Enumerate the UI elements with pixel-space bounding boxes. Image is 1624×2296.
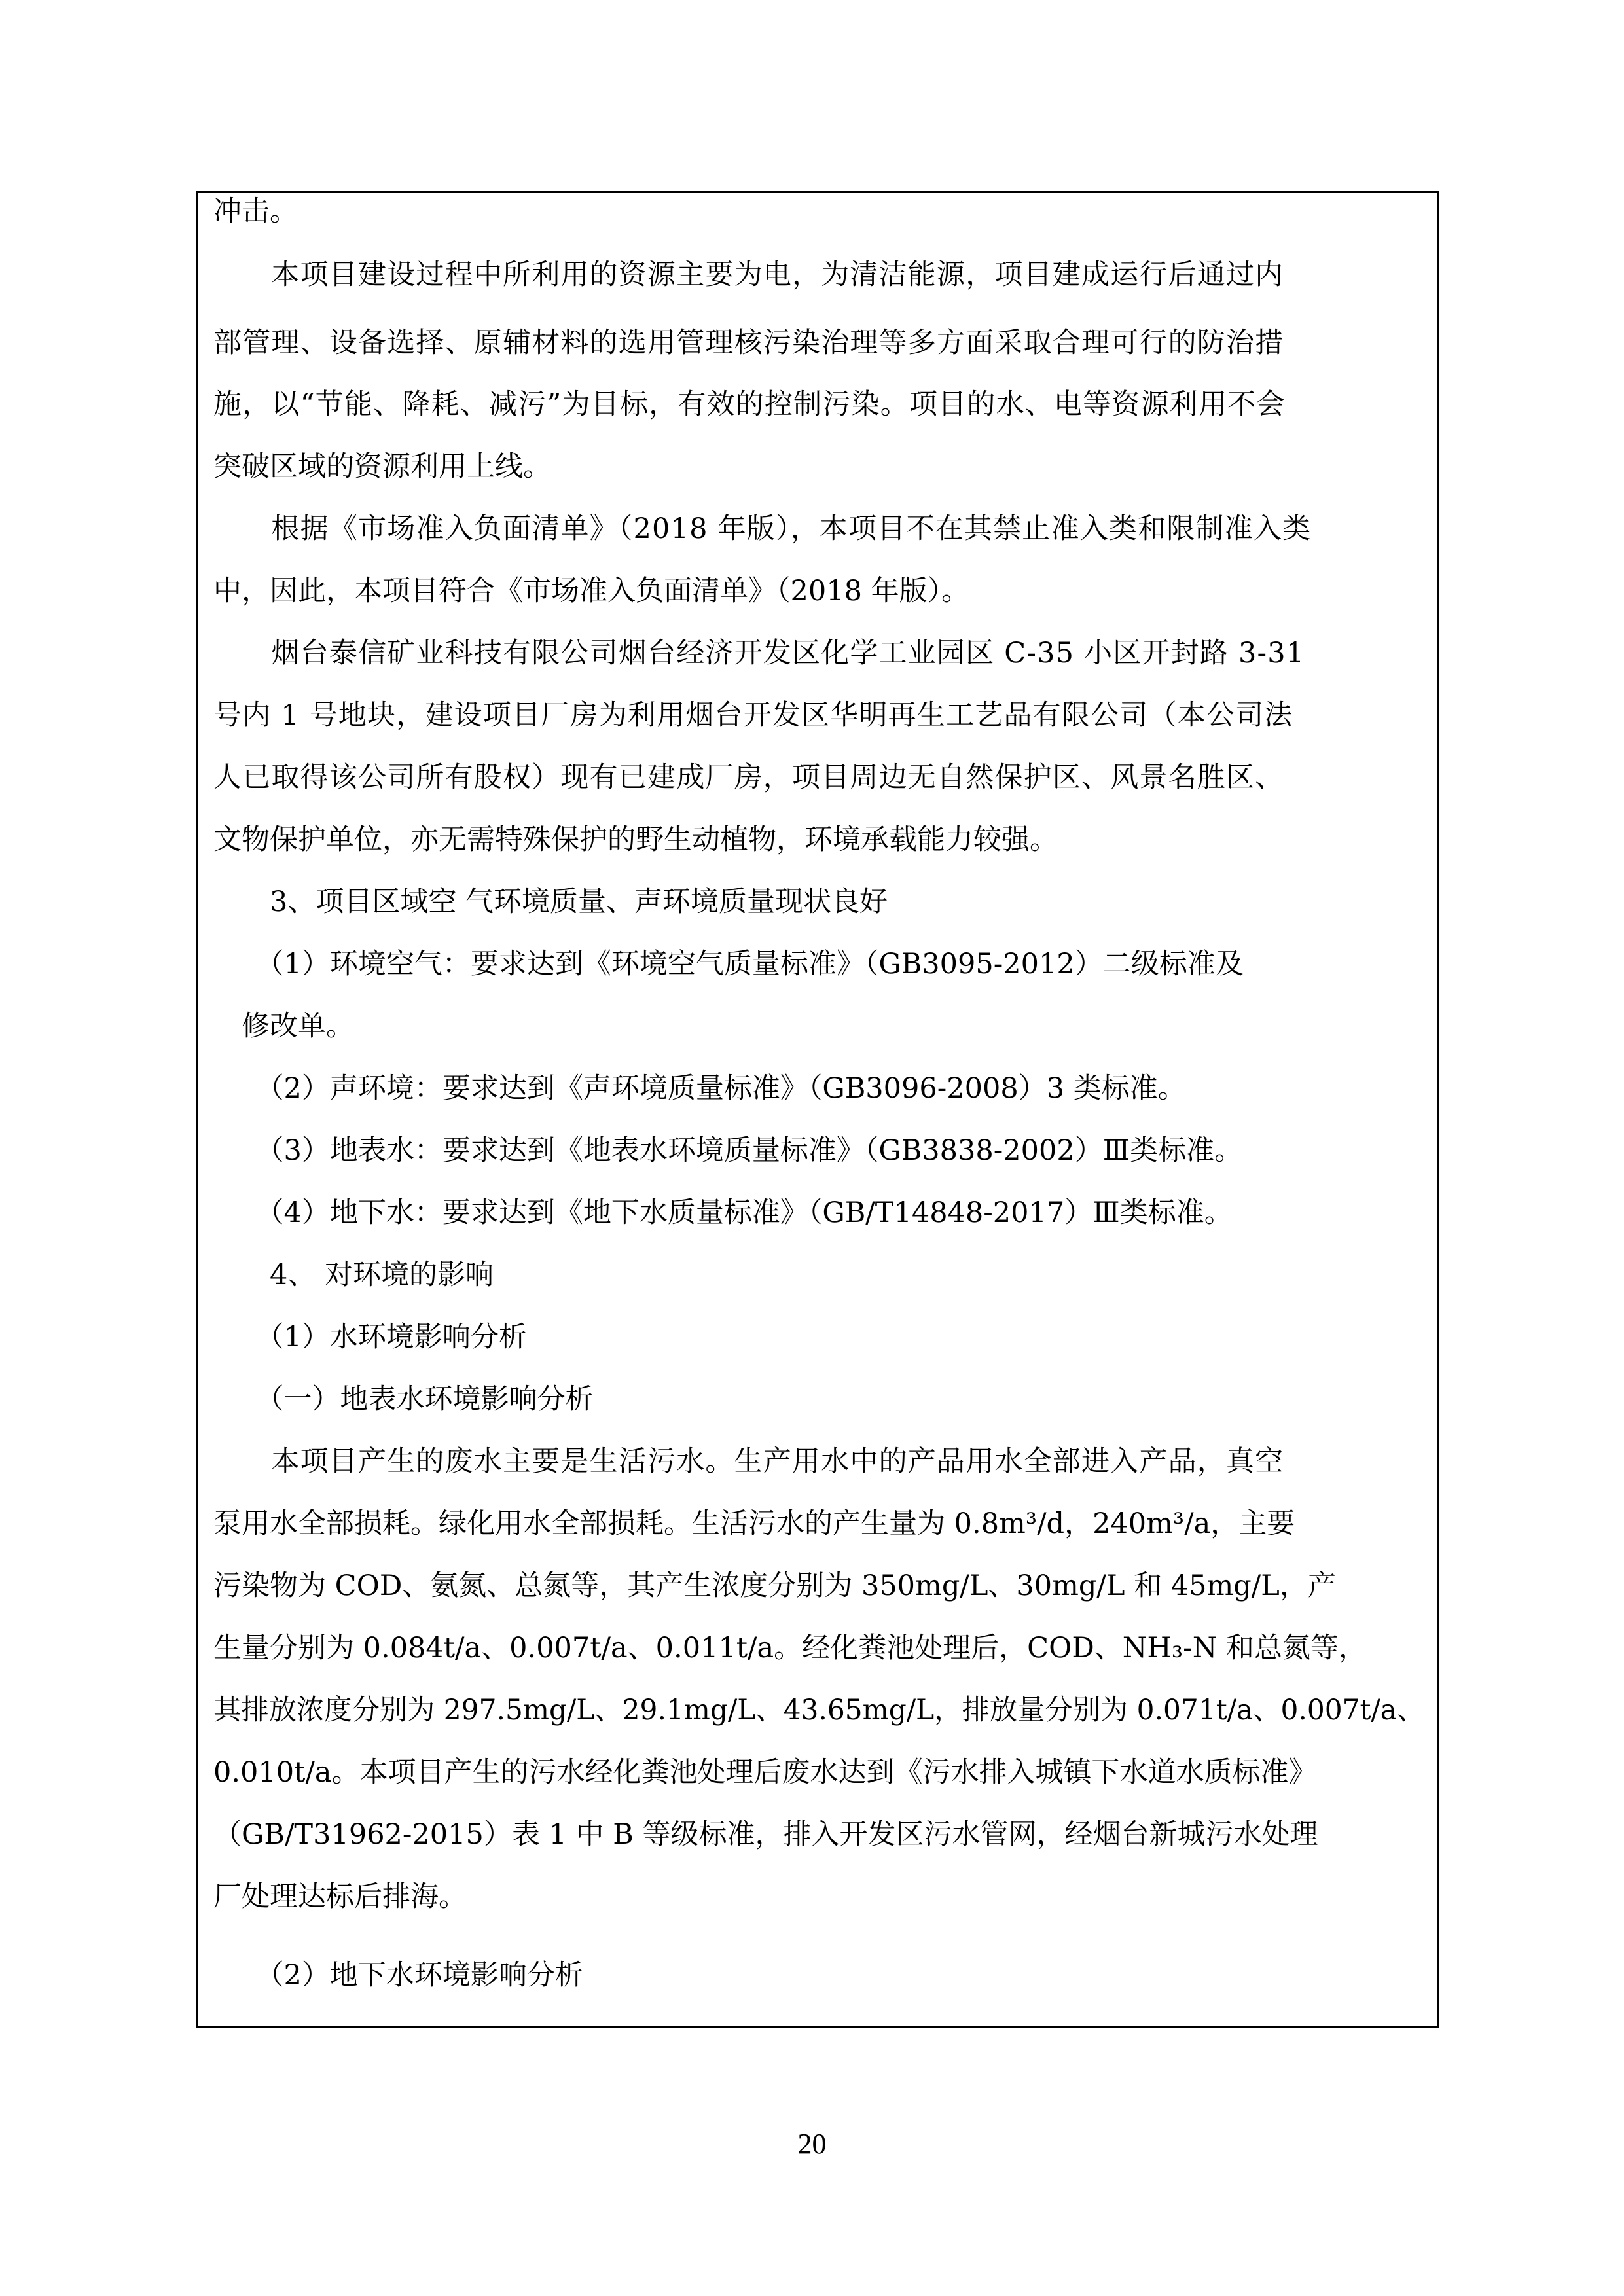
page-number: 20 (797, 2128, 827, 2160)
body-line: 泵用水全部损耗。绿化用水全部损耗。生活污水的产生量为 0.8m³/d，240m³/a，主要 (213, 1507, 1295, 1540)
body-line: 部管理、设备选择、原辅材料的选用管理核污染治理等多方面采取合理可行的防治措 (213, 327, 1284, 359)
body-line: 冲击。 (213, 195, 298, 228)
section-heading: 4、 对环境的影响 (213, 1259, 494, 1291)
subsection-heading: （一）地表水环境影响分析 (213, 1383, 594, 1416)
body-line: （2）声环境：要求达到《声环境质量标准》（GB3096-2008）3 类标准。 (213, 1072, 1186, 1105)
body-line: 污染物为 COD、氨氮、总氮等，其产生浓度分别为 350mg/L、30mg/L 和 45mg/L，产 (213, 1570, 1336, 1602)
body-line: 突破区域的资源利用上线。 (213, 450, 551, 483)
body-line: （GB/T31962-2015）表 1 中 B 等级标准，排入开发区污水管网，经烟台新城污水处理 (213, 1818, 1318, 1851)
body-line: 本项目产生的废水主要是生活污水。生产用水中的产品用水全部进入产品，真空 (213, 1445, 1284, 1478)
body-line: 其排放浓度分别为 297.5mg/L、29.1mg/L、43.65mg/L，排放量分别为 0.071t/a、0.007t/a、 (213, 1694, 1425, 1727)
body-line: （1）环境空气：要求达到《环境空气质量标准》（GB3095-2012）二级标准及 (213, 948, 1244, 980)
body-line: 文物保护单位，亦无需特殊保护的野生动植物，环境承载能力较强。 (213, 823, 1058, 856)
body-line: （3）地表水：要求达到《地表水环境质量标准》（GB3838-2002）Ⅲ类标准。 (213, 1134, 1243, 1167)
body-line: 厂处理达标后排海。 (213, 1880, 467, 1913)
body-line: 0.010t/a。本项目产生的污水经化粪池处理后废水达到《污水排入城镇下水道水质标准》 (213, 1756, 1317, 1789)
body-line: 施，以“节能、降耗、减污”为目标，有效的控制污染。项目的水、电等资源利用不会 (213, 388, 1286, 421)
section-heading: 3、项目区域空 气环境质量、声环境质量现状良好 (213, 886, 888, 918)
body-line: （4）地下水：要求达到《地下水质量标准》（GB/T14848-2017）Ⅲ类标准。 (213, 1196, 1233, 1229)
body-line: 根据《市场准入负面清单》（2018 年版），本项目不在其禁止准入类和限制准入类 (213, 512, 1312, 545)
subsection-heading: （1）水环境影响分析 (213, 1321, 527, 1354)
body-line: 生量分别为 0.084t/a、0.007t/a、0.011t/a。经化粪池处理后，COD、NH₃-N 和总氮等， (213, 1632, 1367, 1664)
body-line: 烟台泰信矿业科技有限公司烟台经济开发区化学工业园区 C-35 小区开封路 3-31 (213, 637, 1305, 670)
body-line: 本项目建设过程中所利用的资源主要为电，为清洁能源，项目建成运行后通过内 (213, 259, 1284, 291)
body-line: 号内 1 号地块，建设项目厂房为利用烟台开发区华明再生工艺品有限公司（本公司法 (213, 699, 1293, 732)
body-line: 修改单。 (213, 1010, 354, 1043)
body-line: 人已取得该公司所有股权）现有已建成厂房，项目周边无自然保护区、风景名胜区、 (213, 761, 1284, 794)
subsection-heading: （2）地下水环境影响分析 (213, 1959, 583, 1992)
body-line: 中，因此，本项目符合《市场准入负面清单》（2018 年版）。 (213, 575, 970, 607)
